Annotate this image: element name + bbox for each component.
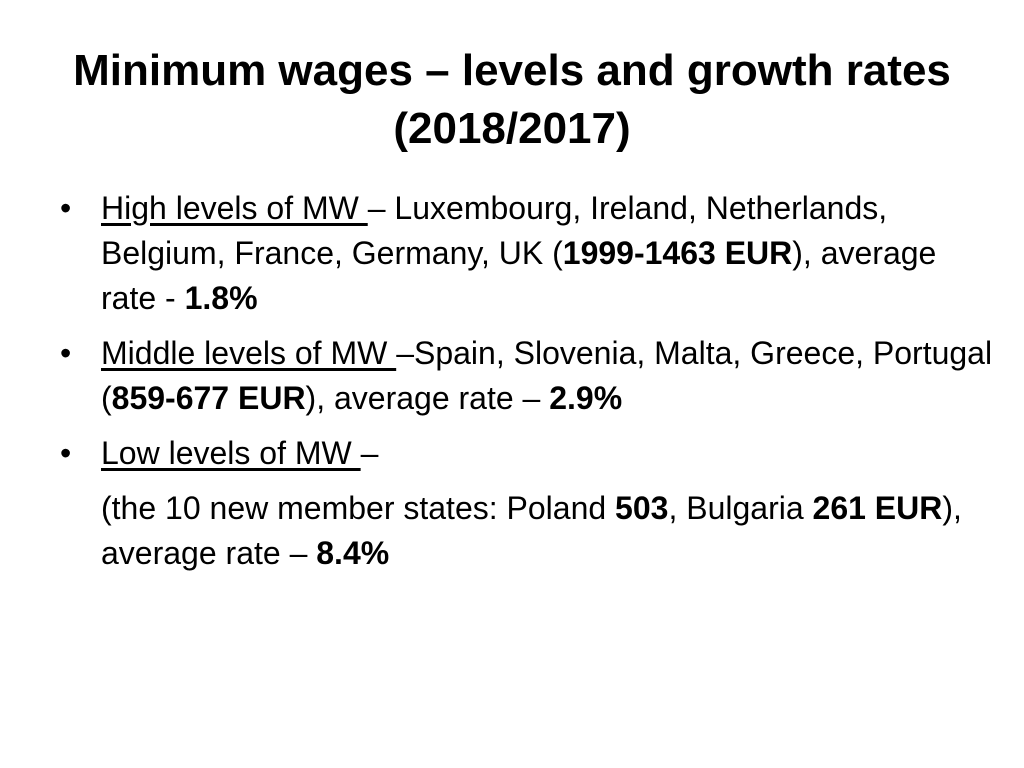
poland-value: 503 — [615, 490, 669, 526]
bullet-text: ), average rate – — [305, 380, 550, 416]
slide-body — [56, 186, 996, 576]
average-rate: 1.8% — [184, 280, 258, 316]
wage-range: 859-677 EUR — [111, 380, 306, 416]
bullet-dot-icon: • — [60, 335, 72, 371]
average-rate: 2.9% — [549, 380, 623, 416]
bullet-text: , Bulgaria — [668, 490, 813, 526]
bullet-text: ), average rate - — [101, 235, 937, 316]
slide-title: Minimum wages – levels and growth rates (2018/2017) — [73, 46, 951, 153]
bullet-dash: – — [367, 190, 395, 226]
bullet-text: ), average rate – — [101, 490, 962, 571]
average-rate: 8.4% — [316, 535, 390, 571]
bullet-high-levels — [56, 186, 996, 321]
bullet-heading: Middle levels of MW — [101, 335, 397, 371]
bullet-heading: High levels of MW — [101, 190, 368, 226]
bullet-middle-levels — [56, 331, 996, 421]
bullet-dot-icon: • — [60, 190, 72, 226]
bullet-dash: – — [396, 335, 414, 371]
low-levels-detail — [56, 486, 996, 576]
bullet-dash: – — [360, 435, 379, 471]
wage-range: 1999-1463 EUR — [562, 235, 793, 271]
bullet-heading: Low levels of MW — [101, 435, 361, 471]
bullet-dot-icon: • — [60, 435, 72, 471]
bullet-text: (the 10 new member states: Poland — [101, 490, 616, 526]
bullet-text: Luxembourg, Ireland, Netherlands, Belgium, France, Germany, UK ( — [101, 190, 888, 271]
bullet-text: Spain, Slovenia, Malta, Greece, Portugal ( — [101, 335, 993, 416]
bullet-low-levels — [56, 431, 996, 476]
bulgaria-value: 261 EUR — [812, 490, 943, 526]
